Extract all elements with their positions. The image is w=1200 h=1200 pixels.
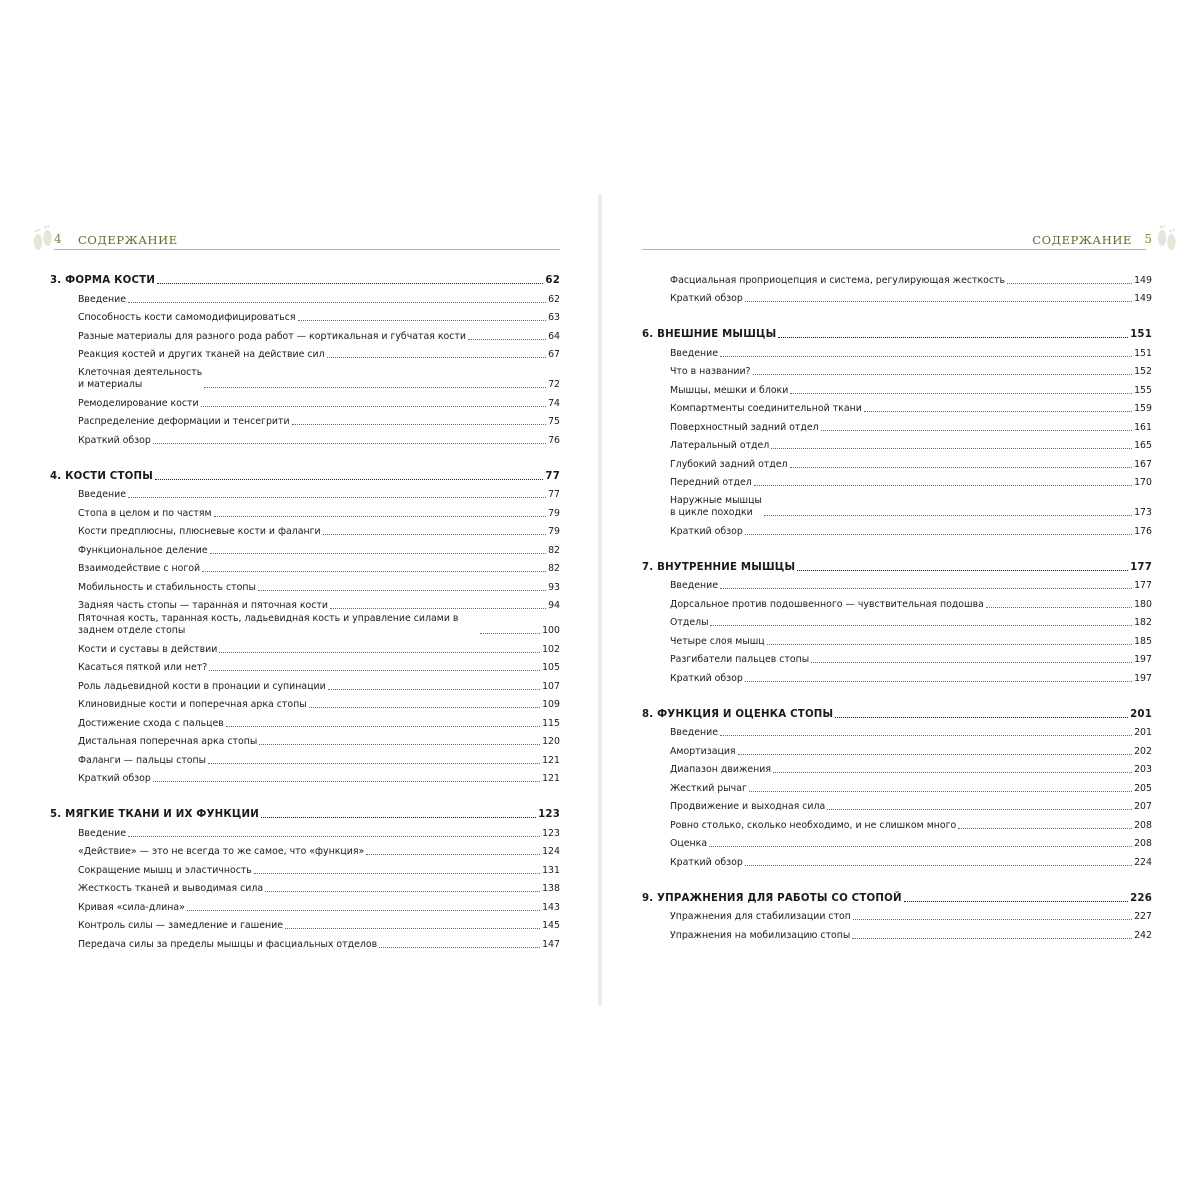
page-number: 4 <box>54 232 62 246</box>
toc-entry <box>642 519 1152 538</box>
page-ref: 177 <box>1134 580 1152 591</box>
dot-leader <box>330 608 546 609</box>
chapter-heading <box>50 464 560 483</box>
toc-entry <box>50 557 560 576</box>
entry-title: Оценка <box>670 838 708 849</box>
header-rule <box>642 249 1146 250</box>
entry-title: Клеточная деятельность и материалы <box>78 367 203 390</box>
entry-title: Дистальная поперечная арка стопы <box>78 736 258 747</box>
toc-entry <box>642 268 1152 287</box>
dot-leader <box>259 744 540 745</box>
page-ref: 155 <box>1134 384 1152 396</box>
entry-title: Сокращение мышц и эластичность <box>78 864 252 876</box>
dot-leader <box>745 681 1132 682</box>
dot-leader <box>710 625 1132 626</box>
dot-leader <box>292 424 546 425</box>
toc-entry <box>50 575 560 594</box>
entry-title: Продвижение и выходная сила <box>670 801 826 812</box>
toc-entry <box>50 324 560 343</box>
toc-entry <box>50 594 560 613</box>
dot-leader <box>790 393 1132 394</box>
dot-leader <box>1007 283 1132 284</box>
toc-entry <box>642 574 1152 593</box>
dot-leader <box>753 374 1133 375</box>
page-ref: 207 <box>1134 801 1152 812</box>
entry-title: Передача силы за пределы мышцы и фасциальных отделов <box>78 938 378 950</box>
dot-leader <box>745 534 1132 535</box>
toc-entry <box>642 434 1152 453</box>
page-ref: 151 <box>1130 329 1152 340</box>
entry-title: Введение <box>670 727 718 738</box>
toc-entry <box>50 306 560 325</box>
dot-leader <box>904 901 1128 902</box>
toc-entry <box>50 932 560 951</box>
chapter-heading <box>50 802 560 821</box>
dot-leader <box>265 891 540 892</box>
dot-leader <box>226 726 540 727</box>
entry-title: Краткий обзор <box>670 293 743 304</box>
toc-entry <box>642 397 1152 416</box>
toc-entry <box>50 858 560 877</box>
toc-entry <box>50 637 560 656</box>
toc-entry <box>50 287 560 306</box>
page-header <box>642 226 1170 250</box>
entry-title: Введение <box>78 827 126 839</box>
page-ref: 72 <box>548 379 560 390</box>
entry-title: Мобильность и стабильность стопы <box>78 581 256 593</box>
toc-entry <box>50 538 560 557</box>
entry-title: Клиновидные кости и поперечная арка стопы <box>78 699 307 710</box>
entry-title: Кости предплюсны, плюсневые кости и фаланги <box>78 526 321 537</box>
dot-leader <box>323 534 546 535</box>
page-ref: 180 <box>1134 598 1152 610</box>
toc-entry <box>642 923 1152 942</box>
page-ref: 167 <box>1134 458 1152 470</box>
dot-leader <box>208 763 540 764</box>
page-ref: 131 <box>542 864 560 876</box>
running-title: СОДЕРЖАНИЕ <box>1032 233 1132 247</box>
toc-entry <box>50 877 560 896</box>
entry-title: Распределение деформации и тенсегрити <box>78 416 290 427</box>
toc-entry <box>50 674 560 693</box>
toc-entry <box>50 914 560 933</box>
entry-title: Роль ладьевидной кости в пронации и супинации <box>78 680 326 692</box>
page-ref: 123 <box>538 809 560 820</box>
dot-leader <box>745 865 1132 866</box>
dot-leader <box>767 644 1132 645</box>
entry-title: Разгибатели пальцев стопы <box>670 654 810 665</box>
entry-title: Введение <box>78 293 126 305</box>
page-ref: 226 <box>1130 892 1152 904</box>
entry-title: Четыре слоя мышц <box>670 635 765 647</box>
page-ref: 94 <box>548 600 560 611</box>
dot-leader <box>214 516 547 517</box>
toc-entry <box>50 612 560 637</box>
toc-entry <box>642 776 1152 795</box>
toc-entry <box>642 471 1152 490</box>
page-ref: 173 <box>1134 507 1152 518</box>
page-ref: 176 <box>1134 525 1152 537</box>
entry-title: Достижение схода с пальцев <box>78 717 224 729</box>
dot-leader <box>254 873 540 874</box>
page-ref: 165 <box>1134 440 1152 451</box>
dot-leader <box>261 817 536 818</box>
page-ref: 143 <box>542 901 560 913</box>
page-ref: 208 <box>1134 838 1152 849</box>
page-ref: 100 <box>542 625 560 636</box>
entry-title: Краткий обзор <box>670 672 743 684</box>
page-ref: 124 <box>542 846 560 857</box>
toc-entry <box>642 832 1152 851</box>
entry-title: Наружные мышцы в цикле походки <box>670 495 762 518</box>
dot-leader <box>720 588 1132 589</box>
dot-leader <box>309 707 540 708</box>
dot-leader <box>379 947 540 948</box>
chapter-group <box>642 322 1152 538</box>
dot-leader <box>209 670 540 671</box>
entry-title: Разные материалы для разного рода работ — кортикальная и губчатая кости <box>78 330 466 342</box>
page-ref: 208 <box>1134 819 1152 831</box>
entry-title: Ровно столько, сколько необходимо, и не слишком много <box>670 819 957 831</box>
page-ref: 79 <box>548 507 560 519</box>
dot-leader <box>986 607 1132 608</box>
dot-leader <box>285 928 540 929</box>
page-ref: 149 <box>1134 274 1152 286</box>
page-ref: 138 <box>542 883 560 894</box>
page-ref: 197 <box>1134 654 1152 665</box>
page-ref: 75 <box>548 416 560 427</box>
entry-title: Упражнения для стабилизации стоп <box>670 911 851 922</box>
page-ref: 182 <box>1134 617 1152 628</box>
entry-title: Фасциальная проприоцепция и система, регулирующая жесткость <box>670 274 1006 286</box>
toc-entry <box>642 415 1152 434</box>
dot-leader <box>480 633 540 634</box>
dot-leader <box>778 337 1128 338</box>
entry-title: Передний отдел <box>670 477 752 488</box>
entry-title: Мышцы, мешки и блоки <box>670 384 789 396</box>
page-ref: 185 <box>1134 635 1152 647</box>
dot-leader <box>797 570 1128 571</box>
toc-entry <box>642 813 1152 832</box>
chapter-group <box>50 268 560 447</box>
entry-title: Краткий обзор <box>670 856 743 868</box>
dot-leader <box>720 356 1132 357</box>
page-ref: 224 <box>1134 856 1152 868</box>
page-ref: 203 <box>1134 764 1152 775</box>
entry-title: Поверхностный задний отдел <box>670 421 819 433</box>
page-ref: 109 <box>542 699 560 710</box>
toc-entry <box>642 592 1152 611</box>
page-ref: 79 <box>548 526 560 537</box>
chapter-group <box>50 464 560 786</box>
entry-title: «Действие» — это не всегда то же самое, что «функция» <box>78 846 365 857</box>
page-ref: 201 <box>1134 727 1152 738</box>
toc-entry <box>50 361 560 391</box>
entry-title: Амортизация <box>670 745 736 757</box>
toc-entry <box>642 795 1152 814</box>
page-ref: 201 <box>1130 708 1152 720</box>
header-rule <box>54 249 560 250</box>
toc-entry <box>50 895 560 914</box>
entry-title: Введение <box>670 580 718 591</box>
entry-title: Способность кости самомодифицироваться <box>78 312 296 323</box>
page-ref: 102 <box>542 643 560 655</box>
dot-leader <box>811 662 1132 663</box>
feet-icon <box>1154 222 1180 256</box>
dot-leader <box>366 854 540 855</box>
page-ref: 121 <box>542 773 560 784</box>
dot-leader <box>738 754 1133 755</box>
dot-leader <box>764 515 1132 516</box>
dot-leader <box>771 448 1132 449</box>
page-ref: 82 <box>548 544 560 556</box>
dot-leader <box>201 406 546 407</box>
dot-leader <box>709 846 1132 847</box>
page-ref: 152 <box>1134 366 1152 377</box>
page-ref: 76 <box>548 434 560 446</box>
page-ref: 107 <box>542 680 560 692</box>
dot-leader <box>157 283 543 284</box>
dot-leader <box>754 485 1132 486</box>
entry-title: Фаланги — пальцы стопы <box>78 754 207 766</box>
dot-leader <box>155 479 543 480</box>
chapter-title: 7. ВНУТРЕННИЕ МЫШЦЫ <box>642 561 796 573</box>
toc-entry <box>50 711 560 730</box>
page-ref: 77 <box>548 489 560 500</box>
entry-title: Контроль силы — замедление и гашение <box>78 920 284 931</box>
page-ref: 202 <box>1134 745 1152 757</box>
page-ref: 77 <box>545 470 560 482</box>
chapter-heading <box>642 886 1152 905</box>
entry-title: Пяточная кость, таранная кость, ладьевидная кость и управление силами в заднем отделе стопы <box>78 613 459 636</box>
toc-entry <box>642 489 1152 519</box>
toc-entry <box>50 748 560 767</box>
entry-title: Глубокий задний отдел <box>670 458 788 470</box>
dot-leader <box>864 411 1132 412</box>
page-ref: 115 <box>542 717 560 729</box>
page-ref: 105 <box>542 662 560 673</box>
dot-leader <box>853 919 1132 920</box>
chapter-group <box>642 555 1152 685</box>
page-ref: 205 <box>1134 782 1152 794</box>
page-ref: 67 <box>548 349 560 360</box>
chapter-heading <box>50 268 560 287</box>
chapter-title: 4. КОСТИ СТОПЫ <box>50 470 153 482</box>
chapter-group <box>642 886 1152 942</box>
entry-title: Взаимодействие с ногой <box>78 563 201 574</box>
entry-title: Дорсальное против подошвенного — чувствительная подошва <box>670 598 984 610</box>
chapter-heading <box>642 322 1152 341</box>
dot-leader <box>202 571 546 572</box>
dot-leader <box>128 497 546 498</box>
toc-entry <box>642 378 1152 397</box>
dot-leader <box>128 836 540 837</box>
dot-leader <box>745 301 1132 302</box>
chapter-title: 6. ВНЕШНИЕ МЫШЦЫ <box>642 329 777 340</box>
dot-leader <box>153 781 540 782</box>
dot-leader <box>153 443 546 444</box>
toc-entry <box>50 501 560 520</box>
toc-entry <box>50 730 560 749</box>
feet-icon <box>30 222 56 256</box>
entry-title: Ремоделирование кости <box>78 397 199 409</box>
toc-entry <box>50 520 560 539</box>
dot-leader <box>720 735 1132 736</box>
page-ref: 74 <box>548 397 560 409</box>
page-ref: 170 <box>1134 477 1152 488</box>
toc-entry <box>50 821 560 840</box>
toc-entry <box>50 391 560 410</box>
page-ref: 149 <box>1134 293 1152 304</box>
entry-title: Что в названии? <box>670 366 751 377</box>
page-ref: 62 <box>545 275 560 286</box>
entry-title: Краткий обзор <box>670 525 743 537</box>
page-ref: 93 <box>548 581 560 593</box>
page-ref: 159 <box>1134 403 1152 414</box>
chapter-title: 5. МЯГКИЕ ТКАНИ И ИХ ФУНКЦИИ <box>50 809 260 820</box>
entry-title: Введение <box>670 347 718 359</box>
dot-leader <box>219 652 540 653</box>
toc-entry <box>642 721 1152 740</box>
dot-leader <box>827 809 1132 810</box>
entry-title: Латеральный отдел <box>670 440 770 451</box>
chapter-title: 8. ФУНКЦИЯ И ОЦЕНКА СТОПЫ <box>642 708 834 720</box>
entry-title: Стопа в целом и по частям <box>78 507 212 519</box>
toc-entry <box>50 483 560 502</box>
page-ref: 82 <box>548 563 560 574</box>
table-of-contents <box>642 268 1152 959</box>
page-ref: 242 <box>1134 929 1152 941</box>
toc-entry <box>642 452 1152 471</box>
dot-leader <box>468 339 546 340</box>
running-title: СОДЕРЖАНИЕ <box>78 233 178 247</box>
page-ref: 197 <box>1134 672 1152 684</box>
toc-entry <box>50 840 560 859</box>
dot-leader <box>749 791 1132 792</box>
entry-title: Компартменты соединительной ткани <box>670 403 862 414</box>
chapter-continued <box>642 268 1152 305</box>
dot-leader <box>204 387 546 388</box>
page-ref: 123 <box>542 827 560 839</box>
entry-title: Реакция костей и других тканей на действие сил <box>78 349 325 360</box>
toc-entry <box>50 428 560 447</box>
dot-leader <box>187 910 540 911</box>
entry-title: Кривая «сила-длина» <box>78 901 185 913</box>
table-of-contents <box>50 268 560 968</box>
toc-entry <box>642 611 1152 630</box>
dot-leader <box>835 717 1128 718</box>
dot-leader <box>210 553 546 554</box>
dot-leader <box>128 302 546 303</box>
dot-leader <box>258 590 546 591</box>
page-ref: 64 <box>548 330 560 342</box>
page-ref: 62 <box>548 293 560 305</box>
page-ref: 120 <box>542 736 560 747</box>
toc-entry <box>642 629 1152 648</box>
dot-leader <box>821 430 1132 431</box>
toc-entry <box>50 343 560 362</box>
entry-title: Упражнения на мобилизацию стопы <box>670 929 851 941</box>
page-number: 5 <box>1144 232 1152 246</box>
page-ref: 151 <box>1134 347 1152 359</box>
right-page <box>600 0 1200 1200</box>
entry-title: Жесткий рычаг <box>670 782 747 794</box>
chapter-group <box>642 702 1152 869</box>
dot-leader <box>298 320 546 321</box>
page-ref: 177 <box>1130 561 1152 573</box>
entry-title: Отделы <box>670 617 709 628</box>
chapter-heading <box>642 702 1152 721</box>
page-header <box>30 226 560 250</box>
page-ref: 227 <box>1134 911 1152 922</box>
dot-leader <box>327 357 546 358</box>
page-ref: 161 <box>1134 421 1152 433</box>
page-ref: 63 <box>548 312 560 323</box>
toc-entry <box>642 758 1152 777</box>
dot-leader <box>328 689 540 690</box>
toc-entry <box>642 850 1152 869</box>
page-ref: 121 <box>542 754 560 766</box>
chapter-title: 3. ФОРМА КОСТИ <box>50 275 156 286</box>
entry-title: Диапазон движения <box>670 764 772 775</box>
dot-leader <box>852 938 1132 939</box>
toc-entry <box>642 739 1152 758</box>
entry-title: Функциональное деление <box>78 544 208 556</box>
toc-entry <box>642 666 1152 685</box>
chapter-title: 9. УПРАЖНЕНИЯ ДЛЯ РАБОТЫ СО СТОПОЙ <box>642 892 902 904</box>
toc-entry <box>642 905 1152 924</box>
entry-title: Краткий обзор <box>78 434 151 446</box>
entry-title: Жесткость тканей и выводимая сила <box>78 883 264 894</box>
page-ref: 147 <box>542 938 560 950</box>
chapter-group <box>50 802 560 951</box>
entry-title: Введение <box>78 489 126 500</box>
toc-entry <box>50 767 560 786</box>
dot-leader <box>790 467 1133 468</box>
toc-entry <box>642 360 1152 379</box>
entry-title: Краткий обзор <box>78 773 151 784</box>
toc-entry <box>50 656 560 675</box>
entry-title: Касаться пяткой или нет? <box>78 662 208 673</box>
toc-entry <box>642 287 1152 306</box>
toc-entry <box>642 341 1152 360</box>
toc-entry <box>642 648 1152 667</box>
dot-leader <box>958 828 1132 829</box>
entry-title: Кости и суставы в действии <box>78 643 218 655</box>
toc-entry <box>50 410 560 429</box>
page-ref: 145 <box>542 920 560 931</box>
dot-leader <box>773 772 1132 773</box>
toc-entry <box>50 693 560 712</box>
chapter-heading <box>642 555 1152 574</box>
entry-title: Задняя часть стопы — таранная и пяточная кости <box>78 600 328 611</box>
